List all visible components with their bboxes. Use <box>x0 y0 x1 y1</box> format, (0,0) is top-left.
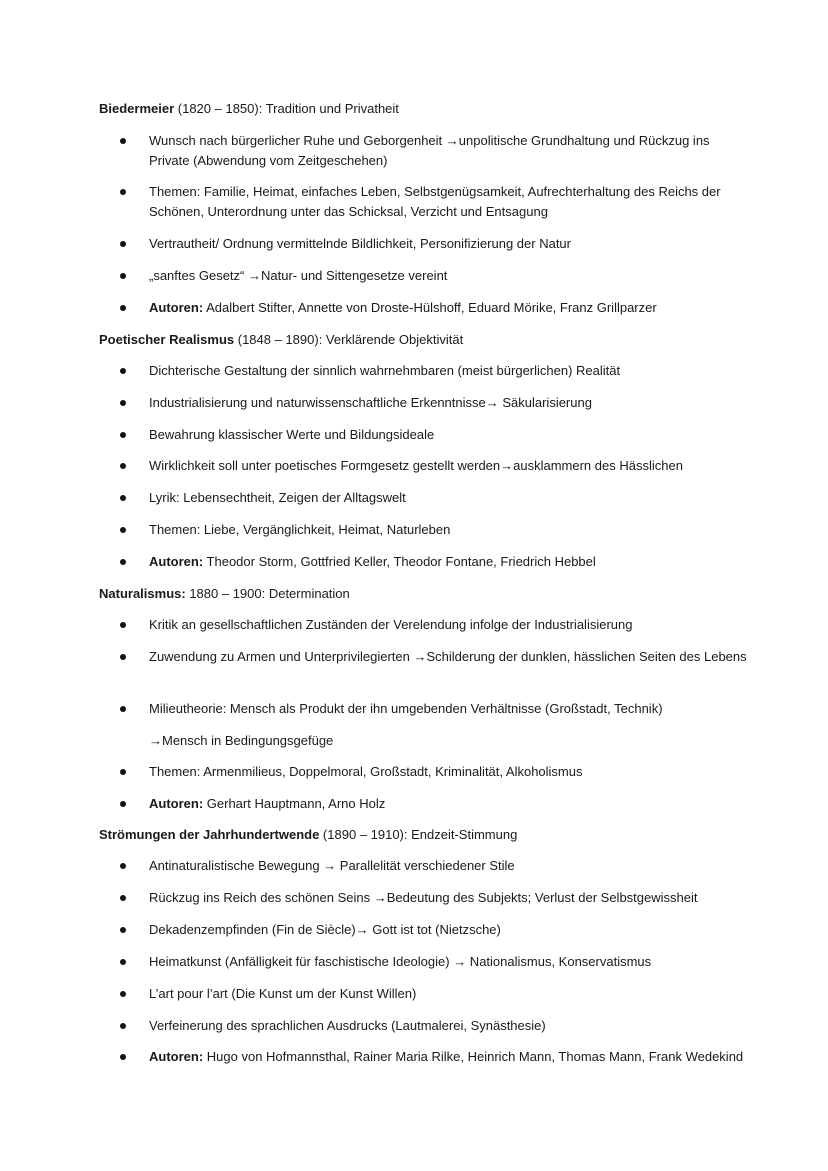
bullet-icon <box>120 368 126 374</box>
bullet-icon <box>120 495 126 501</box>
section-heading-jahrhundertwende: Strömungen der Jahrhundertwende (1890 – 1910): Endzeit-Stimmung <box>99 827 518 842</box>
section-heading-naturalismus: Naturalismus: 1880 – 1900: Determination <box>99 586 350 601</box>
list-item: Milieutheorie: Mensch als Produkt der ihn umgebenden Verhältnisse (Großstadt, Technik) <box>149 699 749 719</box>
list-item: Wirklichkeit soll unter poetisches Formgesetz gestellt werden→ausklammern des Hässlichen <box>149 456 789 476</box>
list-item: Vertrautheit/ Ordnung vermittelnde Bildlichkeit, Personifizierung der Natur <box>149 234 749 254</box>
bullet-icon <box>120 769 126 775</box>
bullet-icon <box>120 801 126 807</box>
list-item: Kritik an gesellschaftlichen Zuständen der Verelendung infolge der Industrialisierung <box>149 615 749 635</box>
list-item-continuation: →Mensch in Bedingungsgefüge <box>149 733 334 748</box>
bullet-icon <box>120 863 126 869</box>
list-item: Dekadenzempfinden (Fin de Siècle)→ Gott ist tot (Nietzsche) <box>149 920 749 940</box>
bullet-icon <box>120 559 126 565</box>
bullet-icon <box>120 1023 126 1029</box>
list-item: Themen: Armenmilieus, Doppelmoral, Großstadt, Kriminalität, Alkoholismus <box>149 762 749 782</box>
bullet-icon <box>120 463 126 469</box>
bullet-icon <box>120 1054 126 1060</box>
bullet-icon <box>120 959 126 965</box>
bullet-icon <box>120 305 126 311</box>
bullet-icon <box>120 241 126 247</box>
bullet-icon <box>120 654 126 660</box>
bullet-icon <box>120 991 126 997</box>
list-item-authors: Autoren: Hugo von Hofmannsthal, Rainer Maria Rilke, Heinrich Mann, Thomas Mann, Frank Wedekind <box>149 1047 749 1067</box>
list-item: „sanftes Gesetz“ →Natur- und Sittengesetze vereint <box>149 266 749 286</box>
list-item: L’art pour l’art (Die Kunst um der Kunst Willen) <box>149 984 749 1004</box>
list-item: Zuwendung zu Armen und Unterprivilegierten →Schilderung der dunklen, hässlichen Seiten des Lebens <box>149 647 749 667</box>
bullet-icon <box>120 138 126 144</box>
list-item: Dichterische Gestaltung der sinnlich wahrnehmbaren (meist bürgerlichen) Realität <box>149 361 749 381</box>
list-item: Bewahrung klassischer Werte und Bildungsideale <box>149 425 749 445</box>
section-heading-biedermeier: Biedermeier (1820 – 1850): Tradition und Privatheit <box>99 101 399 116</box>
bullet-icon <box>120 273 126 279</box>
list-item: Antinaturalistische Bewegung → Parallelität verschiedener Stile <box>149 856 749 876</box>
list-item: Themen: Familie, Heimat, einfaches Leben, Selbstgenügsamkeit, Aufrechterhaltung des Reichs der Schönen, Unterordnung unter das Schicksal, Verzicht und Entsagung <box>149 182 749 222</box>
bullet-icon <box>120 400 126 406</box>
list-item: Wunsch nach bürgerlicher Ruhe und Geborgenheit →unpolitische Grundhaltung und Rückzug ins Private (Abwendung vom Zeitgeschehen) <box>149 131 749 171</box>
list-item: Verfeinerung des sprachlichen Ausdrucks (Lautmalerei, Synästhesie) <box>149 1016 749 1036</box>
list-item-authors: Autoren: Adalbert Stifter, Annette von Droste-Hülshoff, Eduard Mörike, Franz Grillparzer <box>149 298 749 318</box>
bullet-icon <box>120 622 126 628</box>
bullet-icon <box>120 527 126 533</box>
bullet-icon <box>120 927 126 933</box>
bullet-icon <box>120 189 126 195</box>
list-item-authors: Autoren: Theodor Storm, Gottfried Keller, Theodor Fontane, Friedrich Hebbel <box>149 552 749 572</box>
list-item-authors: Autoren: Gerhart Hauptmann, Arno Holz <box>149 794 749 814</box>
list-item: Industrialisierung und naturwissenschaftliche Erkenntnisse→ Säkularisierung <box>149 393 749 413</box>
bullet-icon <box>120 706 126 712</box>
list-item: Heimatkunst (Anfälligkeit für faschistische Ideologie) → Nationalismus, Konservatismus <box>149 952 749 972</box>
list-item: Rückzug ins Reich des schönen Seins →Bedeutung des Subjekts; Verlust der Selbstgewissheit <box>149 888 789 908</box>
bullet-icon <box>120 895 126 901</box>
list-item: Lyrik: Lebensechtheit, Zeigen der Alltagswelt <box>149 488 749 508</box>
bullet-icon <box>120 432 126 438</box>
list-item: Themen: Liebe, Vergänglichkeit, Heimat, Naturleben <box>149 520 749 540</box>
section-heading-poetischer-realismus: Poetischer Realismus (1848 – 1890): Verklärende Objektivität <box>99 332 464 347</box>
